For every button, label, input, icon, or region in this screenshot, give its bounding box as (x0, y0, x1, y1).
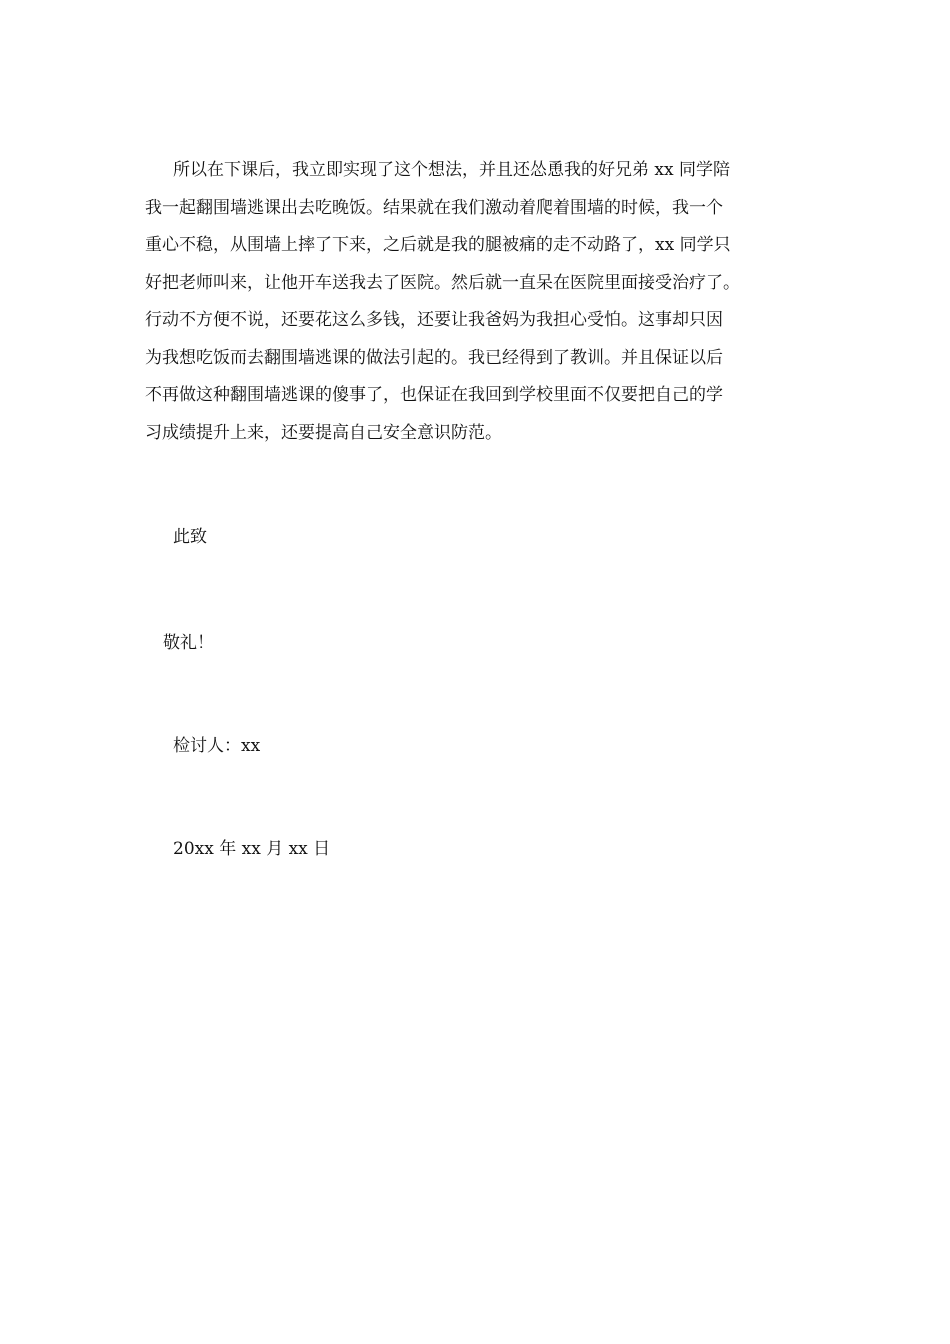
body-line: 不再做这种翻围墙逃课的傻事了，也保证在我回到学校里面不仅要把自己的学 (145, 385, 723, 405)
body-line: 为我想吃饭而去翻围墙逃课的做法引起的。我已经得到了教训。并且保证以后 (145, 347, 723, 368)
body-line: 好把老师叫来，让他开车送我去了医院。然后就一直呆在医院里面接受治疗了。 (145, 272, 740, 293)
letter-body (145, 152, 815, 452)
body-line: 习成绩提升上来，还要提高自己安全意识防范。 (145, 422, 502, 443)
body-line: 重心不稳，从围墙上摔了下来，之后就是我的腿被痛的走不动路了，xx 同学只 (145, 235, 731, 255)
body-line: 所以在下课后，我立即实现了这个想法，并且还怂恿我的好兄弟 xx 同学陪 (173, 160, 730, 180)
signer-line: 检讨人：xx (173, 736, 261, 756)
date-line: 20xx 年 xx 月 xx 日 (173, 839, 331, 859)
body-line: 行动不方便不说，还要花这么多钱，还要让我爸妈为我担心受怕。这事却只因 (145, 310, 723, 330)
body-line: 我一起翻围墙逃课出去吃晚饭。结果就在我们激动着爬着围墙的时候，我一个 (145, 197, 723, 218)
closing-respect: 敬礼！ (163, 633, 214, 653)
closing-salutation: 此致 (173, 527, 207, 547)
